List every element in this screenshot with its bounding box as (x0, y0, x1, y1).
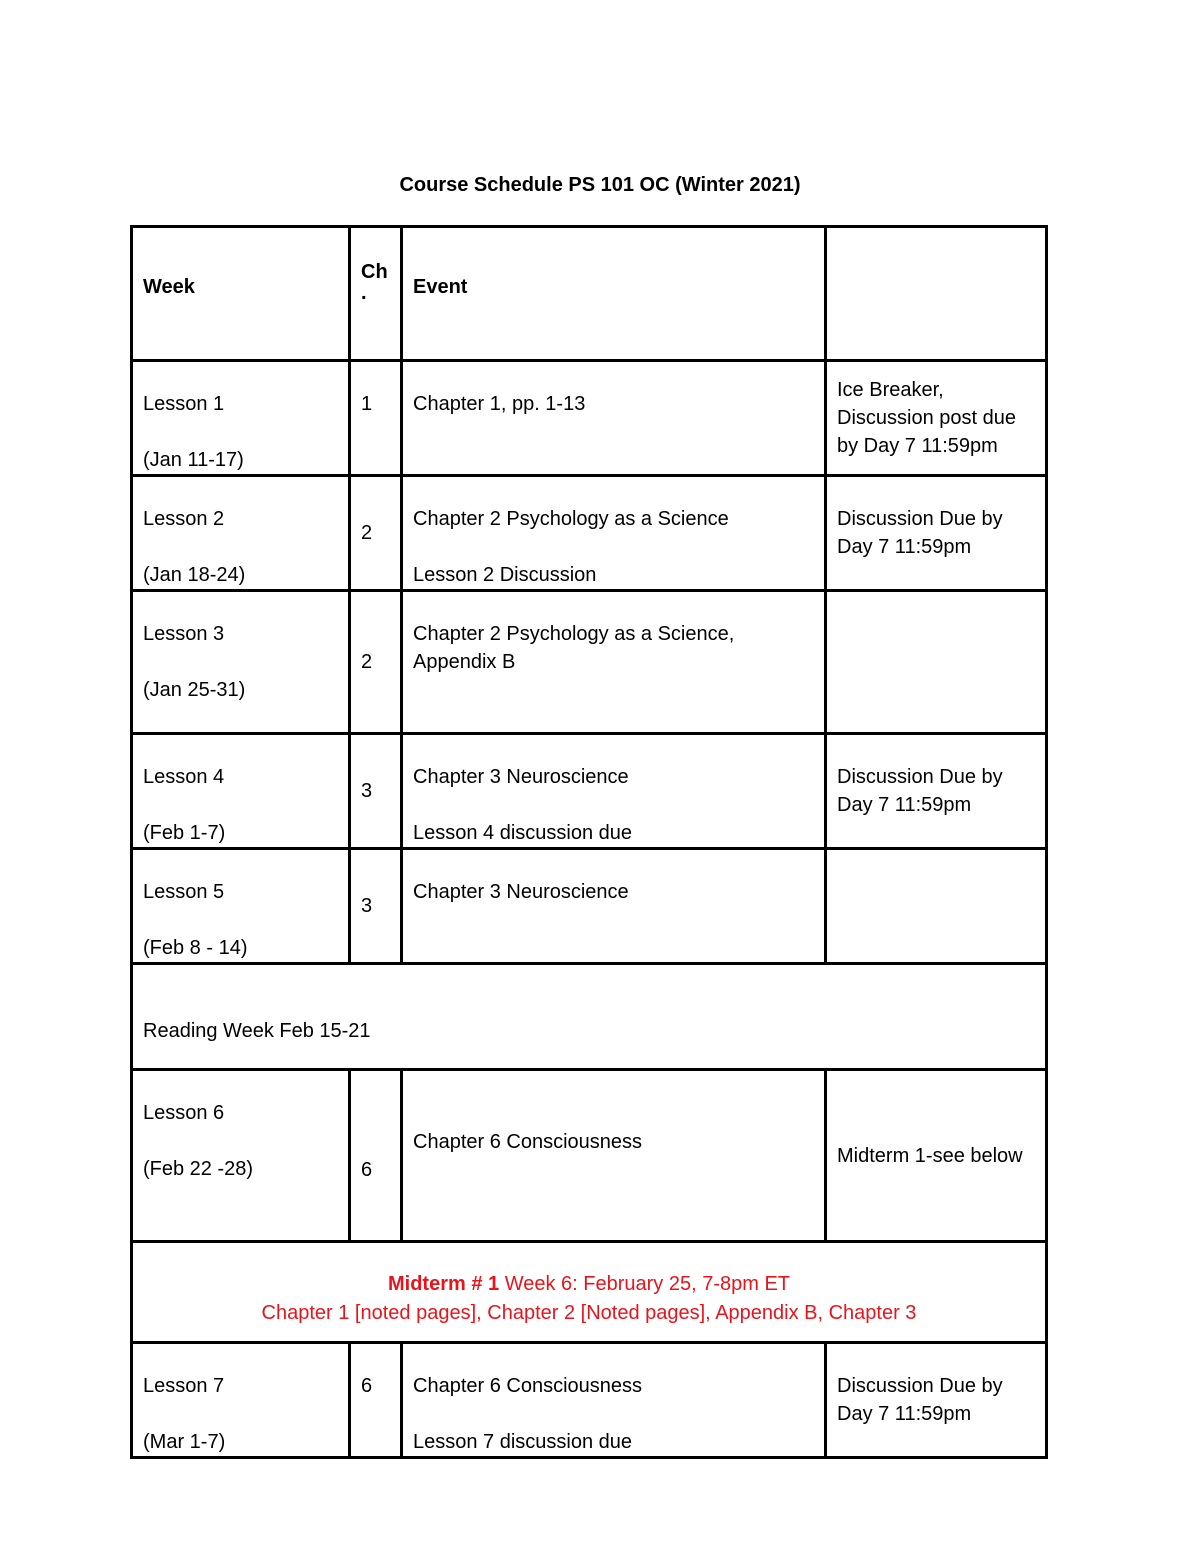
event-cell: Chapter 2 Psychology as a Science, Appendix B (402, 591, 826, 734)
week-cell: Lesson 1 (Jan 11-17) (132, 361, 350, 476)
event-cell: Chapter 2 Psychology as a Science Lesson 2 Discussion (402, 476, 826, 591)
midterm-banner (132, 1242, 1047, 1343)
table-row (132, 1070, 1047, 1242)
chapter-cell: 1 (350, 361, 402, 476)
table-row (132, 849, 1047, 964)
note-cell: Midterm 1-see below (826, 1070, 1047, 1242)
reading-week-cell: Reading Week Feb 15-21 (132, 964, 1047, 1070)
table-row (132, 1343, 1047, 1458)
week-cell: Lesson 4 (Feb 1-7) (132, 734, 350, 849)
header-ch: Ch . (350, 227, 402, 361)
week-cell: Lesson 3 (Jan 25-31) (132, 591, 350, 734)
table-row (132, 591, 1047, 734)
reading-week-row (132, 964, 1047, 1070)
header-event: Event (402, 227, 826, 361)
chapter-cell: 6 (350, 1343, 402, 1458)
week-cell: Lesson 5 (Feb 8 - 14) (132, 849, 350, 964)
event-cell: Chapter 3 Neuroscience Lesson 4 discussion due (402, 734, 826, 849)
table-row (132, 734, 1047, 849)
page-title: Course Schedule PS 101 OC (Winter 2021) (399, 174, 801, 196)
note-cell: Discussion Due by Day 7 11:59pm (826, 1343, 1047, 1458)
chapter-cell: 2 (350, 476, 402, 591)
event-cell: Chapter 6 Consciousness (402, 1070, 826, 1242)
table-row (132, 476, 1047, 591)
midterm-chapters: Chapter 1 [noted pages], Chapter 2 [Noted pages], Appendix B, Chapter 3 (261, 1302, 917, 1324)
midterm-label: Midterm # 1 (387, 1273, 500, 1295)
header-extra (826, 227, 1047, 361)
note-cell: Discussion Due by Day 7 11:59pm (826, 734, 1047, 849)
note-cell: Discussion Due by Day 7 11:59pm (826, 476, 1047, 591)
event-cell: Chapter 3 Neuroscience (402, 849, 826, 964)
table-row (132, 361, 1047, 476)
week-cell: Lesson 2 (Jan 18-24) (132, 476, 350, 591)
midterm-when: Week 6: February 25, 7-8pm ET (499, 1273, 790, 1295)
chapter-cell: 3 (350, 849, 402, 964)
week-cell: Lesson 7 (Mar 1-7) (132, 1343, 350, 1458)
note-cell (826, 591, 1047, 734)
chapter-cell: 2 (350, 591, 402, 734)
chapter-cell: 3 (350, 734, 402, 849)
event-cell: Chapter 6 Consciousness Lesson 7 discussion due (402, 1343, 826, 1458)
event-cell: Chapter 1, pp. 1-13 (402, 361, 826, 476)
midterm-cell (132, 1242, 1047, 1343)
note-cell: Ice Breaker, Discussion post due by Day 7 11:59pm (826, 361, 1047, 476)
header-row (132, 227, 1047, 361)
week-cell: Lesson 6 (Feb 22 -28) (132, 1070, 350, 1242)
note-cell (826, 849, 1047, 964)
schedule-table (130, 225, 1048, 1459)
header-week: Week (132, 227, 350, 361)
chapter-cell: 6 (350, 1070, 402, 1242)
